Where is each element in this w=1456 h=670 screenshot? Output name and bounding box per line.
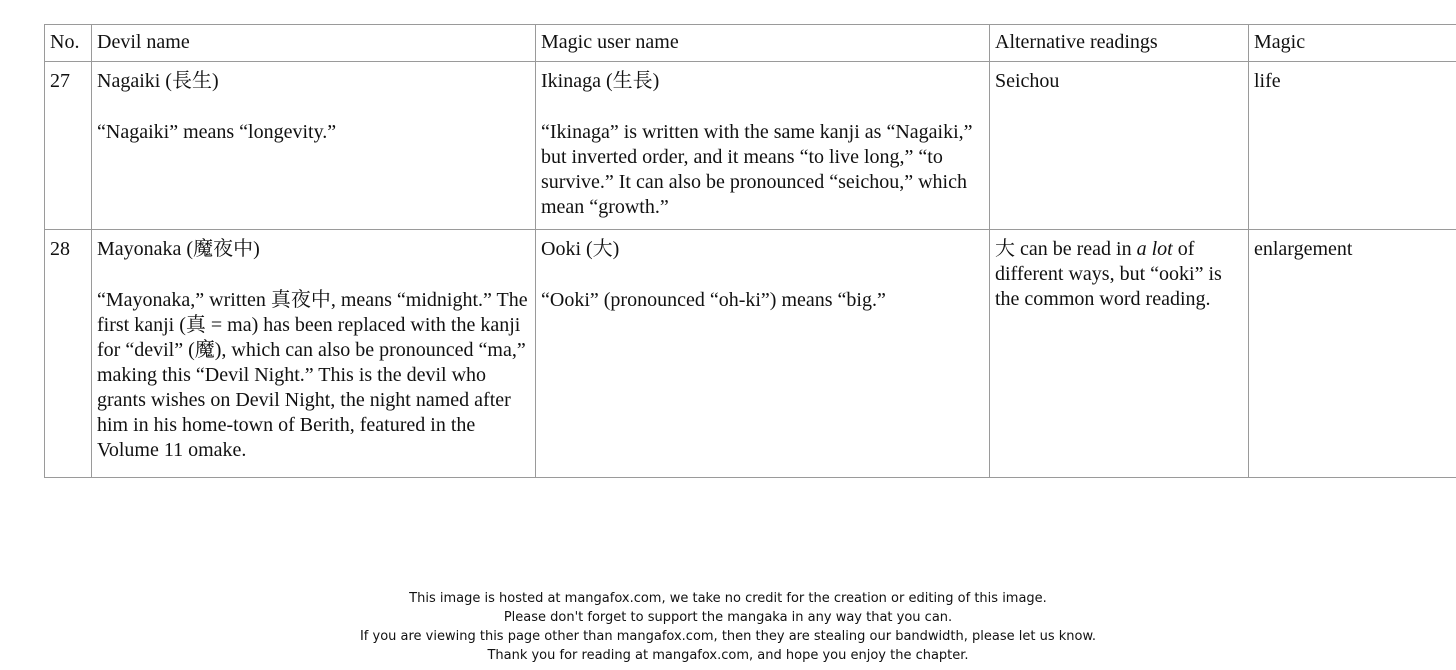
alternative-reading-text	[995, 69, 1243, 94]
cell-devil-name	[92, 62, 536, 230]
devil-note: “Mayonaka,” written 真夜中, means “midnight.” The first kanji (真 = ma) has been replaced with the kanji for “devil” (魔), which can also be pronounced “ma,” making this “Devil Night.” This is the devil who grants wishes on Devil Night, the night named after him in his home-town of Berith, featured in the Volume 11 omake.	[97, 289, 528, 461]
table-header-row	[45, 25, 1456, 62]
devil-name: Mayonaka (魔夜中)	[97, 238, 260, 260]
glossary-table-container	[44, 24, 1456, 478]
alternative-reading-part: of different ways, but “ooki” is the common word reading.	[995, 238, 1222, 310]
header-no: No.	[45, 25, 92, 62]
hosting-notice-line: If you are viewing this page other than mangafox.com, then they are stealing our bandwidth, please let us know.	[359, 629, 1097, 644]
cell-alternative-readings	[990, 230, 1249, 478]
devil-note: “Nagaiki” means “longevity.”	[97, 121, 337, 143]
magic-user-name: Ikinaga (生長)	[541, 70, 660, 92]
alternative-reading-part: 大 can be read in	[995, 238, 1137, 260]
alternative-reading-part: Seichou	[995, 70, 1060, 92]
header-magic: Magic	[1249, 25, 1456, 62]
devil-glossary-table	[44, 24, 1456, 478]
hosting-notice-line: This image is hosted at mangafox.com, we take no credit for the creation or editing of this image.	[409, 591, 1047, 606]
magic-user-name: Ooki (大)	[541, 238, 620, 260]
table-row	[45, 62, 1456, 230]
header-alternative-readings: Alternative readings	[990, 25, 1249, 62]
cell-no: 27	[45, 62, 92, 230]
cell-magic: life	[1249, 62, 1456, 230]
cell-no: 28	[45, 230, 92, 478]
magic-user-note: “Ikinaga” is written with the same kanji as “Nagaiki,” but inverted order, and it means “to live long,” “to survive.” It can also be pronounced “seichou,” which mean “growth.”	[541, 121, 973, 218]
cell-alternative-readings	[990, 62, 1249, 230]
alternative-reading-text	[995, 237, 1243, 312]
cell-magic-user-name	[536, 230, 990, 478]
table-row	[45, 230, 1456, 478]
cell-magic-user-name	[536, 62, 990, 230]
alternative-reading-emphasis: a lot	[1136, 238, 1173, 260]
cell-magic: enlargement	[1249, 230, 1456, 478]
devil-name: Nagaiki (長生)	[97, 70, 219, 92]
cell-devil-name	[92, 230, 536, 478]
hosting-notice-line: Thank you for reading at mangafox.com, and hope you enjoy the chapter.	[487, 648, 969, 663]
header-magic-user-name: Magic user name	[536, 25, 990, 62]
header-devil-name: Devil name	[92, 25, 536, 62]
hosting-notice	[0, 589, 1456, 665]
magic-user-note: “Ooki” (pronounced “oh-ki”) means “big.”	[541, 289, 886, 311]
hosting-notice-line: Please don't forget to support the mangaka in any way that you can.	[503, 610, 953, 625]
